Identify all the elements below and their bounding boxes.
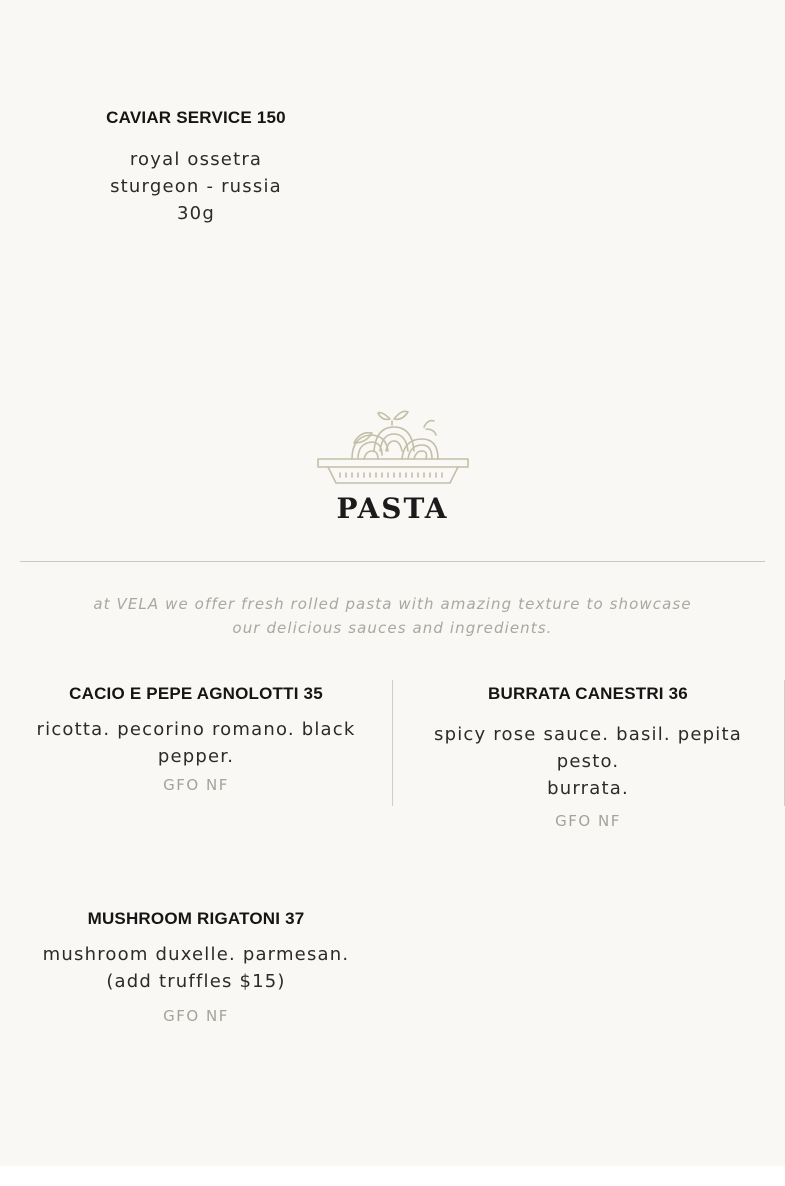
section-divider	[20, 561, 765, 562]
item-description-line: burrata.	[547, 778, 629, 799]
item-title: CAVIAR SERVICE 150	[106, 108, 286, 127]
dietary-tags: GFO NF	[163, 776, 229, 794]
intro-line: our delicious sauces and ingredients.	[232, 619, 553, 637]
item-description	[20, 716, 372, 770]
menu-item-caviar-service	[96, 108, 296, 227]
section-title: PASTA	[336, 492, 449, 525]
item-title: CACIO E PEPE AGNOLOTTI 35	[69, 684, 323, 703]
item-description	[400, 721, 776, 802]
item-description-line: 30g	[177, 203, 215, 224]
section-intro	[90, 592, 695, 640]
column-divider	[392, 680, 393, 806]
menu-item-burrata-canestri	[400, 684, 776, 830]
item-description	[20, 941, 372, 995]
item-description-line: royal ossetra	[129, 149, 263, 170]
item-description-line: (add truffles $15)	[106, 971, 286, 992]
item-description	[96, 146, 296, 227]
menu-item-cacio-e-pepe	[20, 684, 372, 794]
menu-item-mushroom-rigatoni	[20, 909, 372, 1025]
item-title: BURRATA CANESTRI 36	[488, 684, 688, 703]
pasta-bowl-icon	[316, 407, 470, 487]
item-description-line: mushroom duxelle. parmesan.	[42, 944, 350, 965]
item-description-line: sturgeon - russia	[110, 176, 282, 197]
item-description-line: pepper.	[157, 746, 235, 767]
intro-line: at VELA we offer fresh rolled pasta with amazing texture to showcase	[93, 595, 692, 613]
dietary-tags: GFO NF	[555, 812, 621, 830]
item-description-line: ricotta. pecorino romano. black	[36, 719, 356, 740]
dietary-tags: GFO NF	[163, 1007, 229, 1025]
item-description-line: spicy rose sauce. basil. pepita pesto.	[434, 724, 742, 772]
item-title: MUSHROOM RIGATONI 37	[87, 909, 305, 928]
